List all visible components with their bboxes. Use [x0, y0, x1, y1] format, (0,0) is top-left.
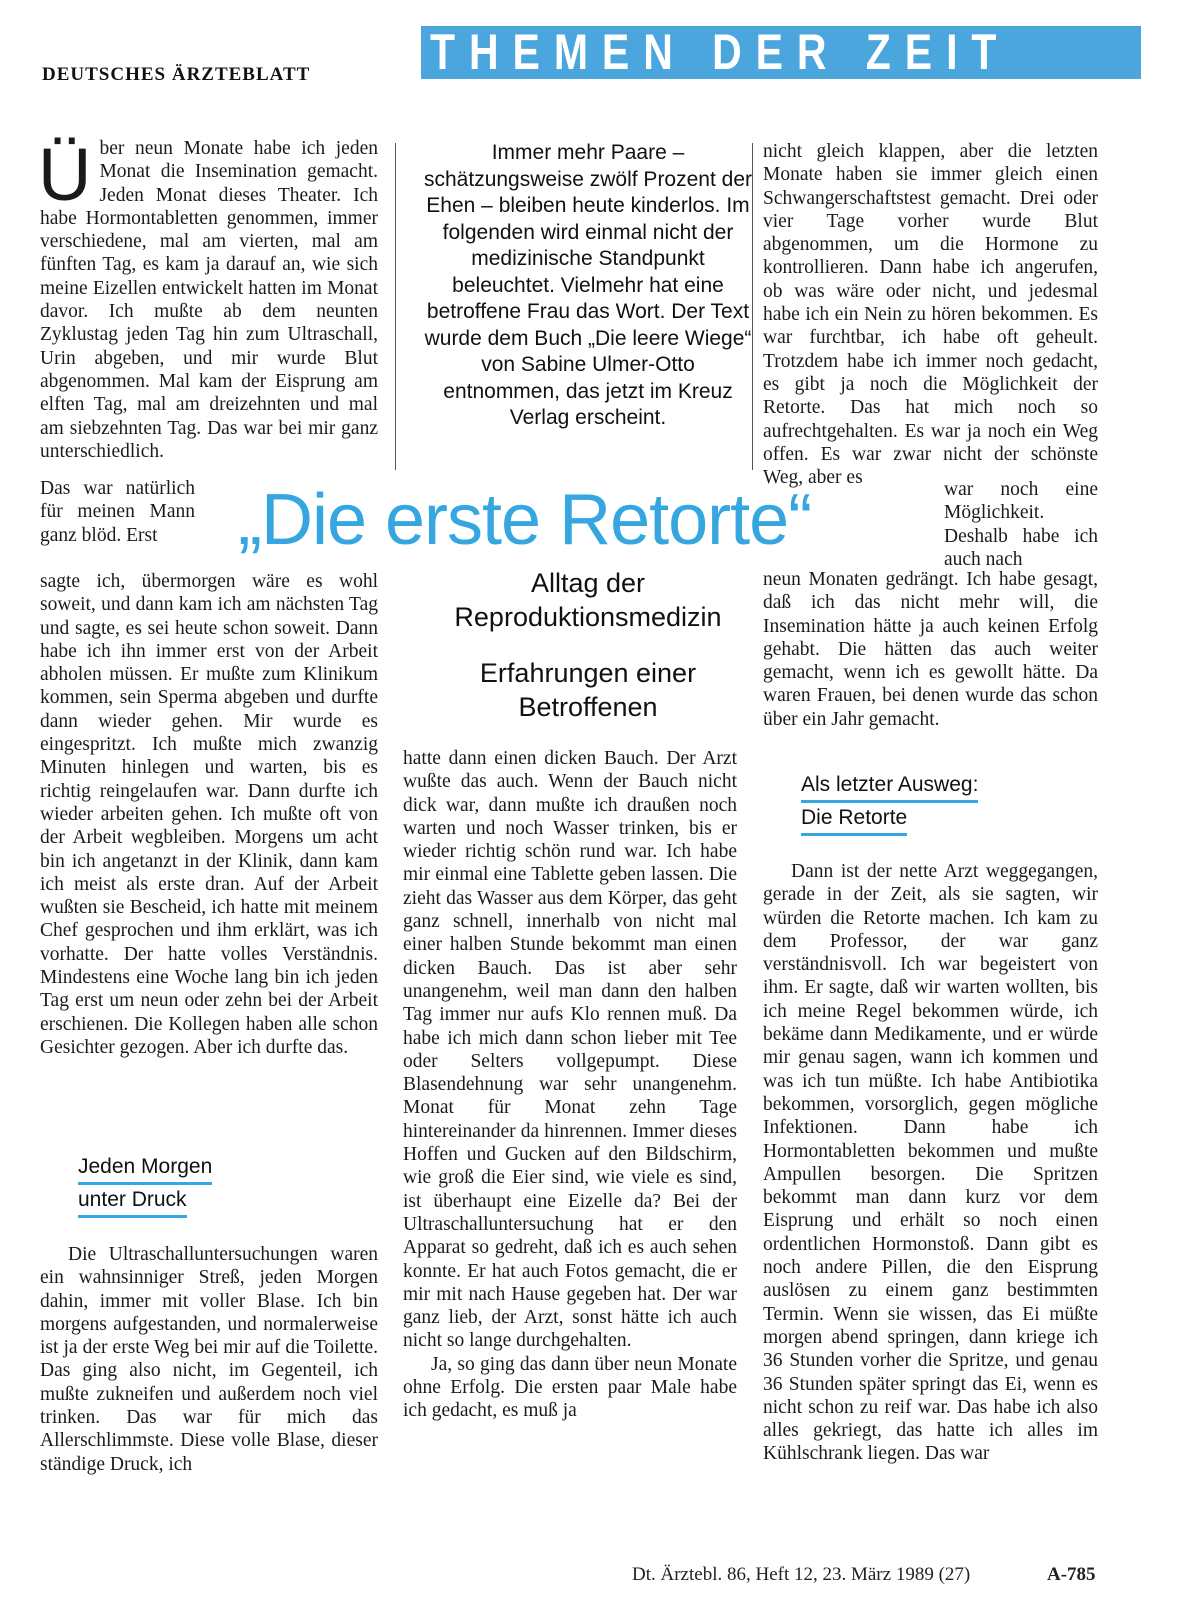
- col1-subheading-line-1: Jeden Morgen: [78, 1152, 212, 1185]
- col2-paragraph-1: hatte dann einen dicken Bauch. Der Arzt wußte das auch. Wenn der Bauch nicht dick war, dann mußte ich draußen noch warten und noch Wasser trinken, bis er wieder richtig schön rund war. Ich habe mir einmal eine Tablette geben lassen. Die zieht das Wasser aus dem Körper, das geht ganz schnell, innerhalb von nicht mal einer halben Stunde bekommt man einen dicken Bauch. Das ist aber sehr unangenehm, weil man dann den halben Tag immer nur aufs Klo rennen muß. Da habe ich mich dann schon lieber mit Tee oder Selters vollgepumpt. Diese Blasendehnung war sehr unangenehm. Monat für Monat zehn Tage hintereinander da hinrennen. Immer dieses Hoffen und Gucken auf den Bildschirm, wie groß die Eier sind, wie viele es sind, ist überhaupt eine Eizelle da? Bei der Ultraschalluntersuchung hat er den Apparat so gedreht, daß ich es auch sehen konnte. Er hat auch Fotos gemacht, die er mir mit nach Hause gegeben hat. Der war ganz lieb, der Arzt, sonst hätte ich auch nicht so lange durchgehalten.: [403, 748, 737, 1352]
- col3-paragraph-1-rest: neun Monaten gedrängt. Ich habe gesagt, daß ich das nicht mehr will, die Insemination hätte ja auch keinen Erfolg gehabt. Die hätten das auch weiter gemacht, wenn ich es gewollt hätte. Da waren Frauen, bei denen wurde das schon über ein Jahr gemacht.: [763, 569, 1098, 730]
- col1-wrap-text: Das war natürlich für meinen Mann ganz blöd. Erst: [40, 478, 195, 546]
- column-1-section-2: [40, 1243, 378, 1476]
- column-3-section-2: [763, 860, 1098, 1466]
- col3-subheading-line-2: Die Retorte: [801, 803, 907, 836]
- drop-cap: Ü: [38, 133, 92, 216]
- col2-paragraph-2: Ja, so ging das dann über neun Monate ohne Erfolg. Die ersten paar Male habe ich gedacht, es muß ja: [403, 1353, 737, 1422]
- col3-paragraph-1: nicht gleich klappen, aber die letzten Monate haben sie immer gleich einen Schwangerschaftstest gemacht. Drei oder vier Tage vorher wurde Blut abgenommen, um die Hormone zu kontrollieren. Dann habe ich angerufen, ob was wäre oder nicht, und jedesmal habe ich ein Nein zu hören bekommen. Es war furchtbar, ich habe oft geheult. Trotzdem habe ich immer noch gedacht, es gibt ja noch die Möglichkeit der Retorte. Das hat mich noch so aufrechtgehalten. Es war ja noch ein Weg offen. Es war zwar nicht der schönste Weg, aber es: [763, 141, 1098, 489]
- article-title: „Die erste Retorte“: [238, 480, 812, 560]
- column-1-bottom: [40, 570, 378, 1059]
- col3-subheading: [801, 770, 1101, 836]
- col3-subheading-line-1: Als letzter Ausweg:: [801, 770, 978, 803]
- col1-subheading: [78, 1152, 378, 1218]
- col3-paragraph-2: Dann ist der nette Arzt weggegangen, gerade in der Zeit, als sie sagten, wir würden die Retorte machen. Ich kam zu dem Professor, der war ganz verständnisvoll. Ich war begeistert von ihm. Er sagte, daß wir warten wollten, bis ich meine Regel bekommen würde, ich bekäme dann Medikamente, und er würde mir genau sagen, wann ich kommen und was ich tun müßte. Ich habe Antibiotika bekommen, vorsorglich, gegen mögliche Infektionen. Dann habe ich Hormontabletten bekommen und mußte Ampullen besorgen. Die Spritzen bekommt man dann kurz vor dem Eisprung und erhält so noch einen ordentlichen Hormonstoß. Dann gibt es noch andere Pillen, die den Eisprung auslösen zu einem ganz bestimmten Termin. Wenn sie wissen, das Ei müßte morgen abend springen, dann kriege ich 36 Stunden vorher die Spritze, und genau 36 Stunden später springt das Ei, wenn es nicht schon zu reif war. Das habe ich also alles gekriegt, das hatte ich alles im Kühlschrank liegen. Das war: [763, 861, 1098, 1465]
- article-subtitle-2: Erfahrungen einer Betroffenen: [479, 658, 697, 722]
- footer-citation: Dt. Ärztebl. 86, Heft 12, 23. März 1989 (27): [632, 1564, 971, 1585]
- col1-paragraph-1-rest: sagte ich, übermorgen wäre es wohl soweit, und dann kam ich am nächsten Tag und sagte, es sei heute schon soweit. Dann habe ich ihn immer erst von der Arbeit abholen müssen. Er mußte zum Klinikum kommen, sein Sperma abgeben und durfte dann wieder gehen. Mir wurde es eingespritzt. Ich mußte mich zwanzig Minuten hinlegen und warten, bis es richtig reingelaufen war. Dann durfte ich wieder arbeiten gehen. Ich mußte oft von der Arbeit wegbleiben. Morgens um acht bin ich angetanzt in der Klinik, dann kam ich meist als erste dran. Auf der Arbeit wußten sie Bescheid, ich hatte mit meinem Chef gesprochen und ihm erklärt, was ich vorhatte. Der hatte volles Verständnis. Mindestens eine Woche lang bin ich jeden Tag erst um neun oder zehn bei der Arbeit erschienen. Die Kollegen haben alle schon Gesichter gezogen. Aber ich durfte das.: [40, 571, 378, 1058]
- col3-wrap-text: war noch eine Möglichkeit. Deshalb habe ich auch nach: [944, 479, 1098, 570]
- column-3-middle: [763, 568, 1098, 731]
- article-intro: Immer mehr Paare – schätzungsweise zwölf Prozent der Ehen – bleiben heute kinderlos. Im folgenden wird einmal nicht der medizinische Standpunkt beleuchtet. Vielmehr hat eine betroffene Frau das Wort. Der Text wurde dem Buch „Die leere Wiege“ von Sabine Ulmer-Otto entnommen, das jetzt im Kreuz Verlag erscheint.: [424, 141, 752, 429]
- col1-paragraph-1: ber neun Monate habe ich jeden Monat die Insemination gemacht. Jeden Monat dieses Theater. Ich habe Hormontabletten genommen, immer verschiedene, mal am vierten, mal am fünften Tag, es kam ja darauf an, wie sich meine Eizellen entwickelt hatten im Monat davor. Ich mußte ab dem neunten Zyklustag jeden Tag hin zum Ultraschall, Urin abgeben, und mir wurde Blut abgenommen. Mal kam der Eisprung am elften Tag, mal am dreizehnten und mal am siebzehnten Tag. Das war bei mir ganz unterschiedlich.: [40, 138, 378, 462]
- column-rule-left: [395, 143, 396, 470]
- column-3-wrap: [944, 478, 1098, 571]
- column-3-top: [763, 140, 1098, 489]
- column-1-wrap: [40, 477, 195, 547]
- section-title: THEMEN DER ZEIT: [430, 24, 1011, 80]
- page-number: A-785: [1047, 1564, 1096, 1585]
- journal-name: DEUTSCHES ÄRZTEBLATT: [42, 64, 311, 85]
- article-subtitle-1: Alltag der Reproduktionsmedizin: [454, 568, 722, 632]
- col1-paragraph-2: Die Ultraschalluntersuchungen waren ein wahnsinniger Streß, jeden Morgen dahin, immer mit voller Blase. Ich bin morgens aufgestanden, und normalerweise ist ja der erste Weg bei mir auf die Toilette. Das ging also nicht, im Gegenteil, ich mußte zukneifen und außerdem noch viel trinken. Das war für mich das Allerschlimmste. Diese volle Blase, dieser ständige Druck, ich: [40, 1244, 378, 1475]
- col1-subheading-line-2: unter Druck: [78, 1185, 187, 1218]
- column-1-top: [38, 133, 378, 463]
- column-2: [403, 747, 737, 1423]
